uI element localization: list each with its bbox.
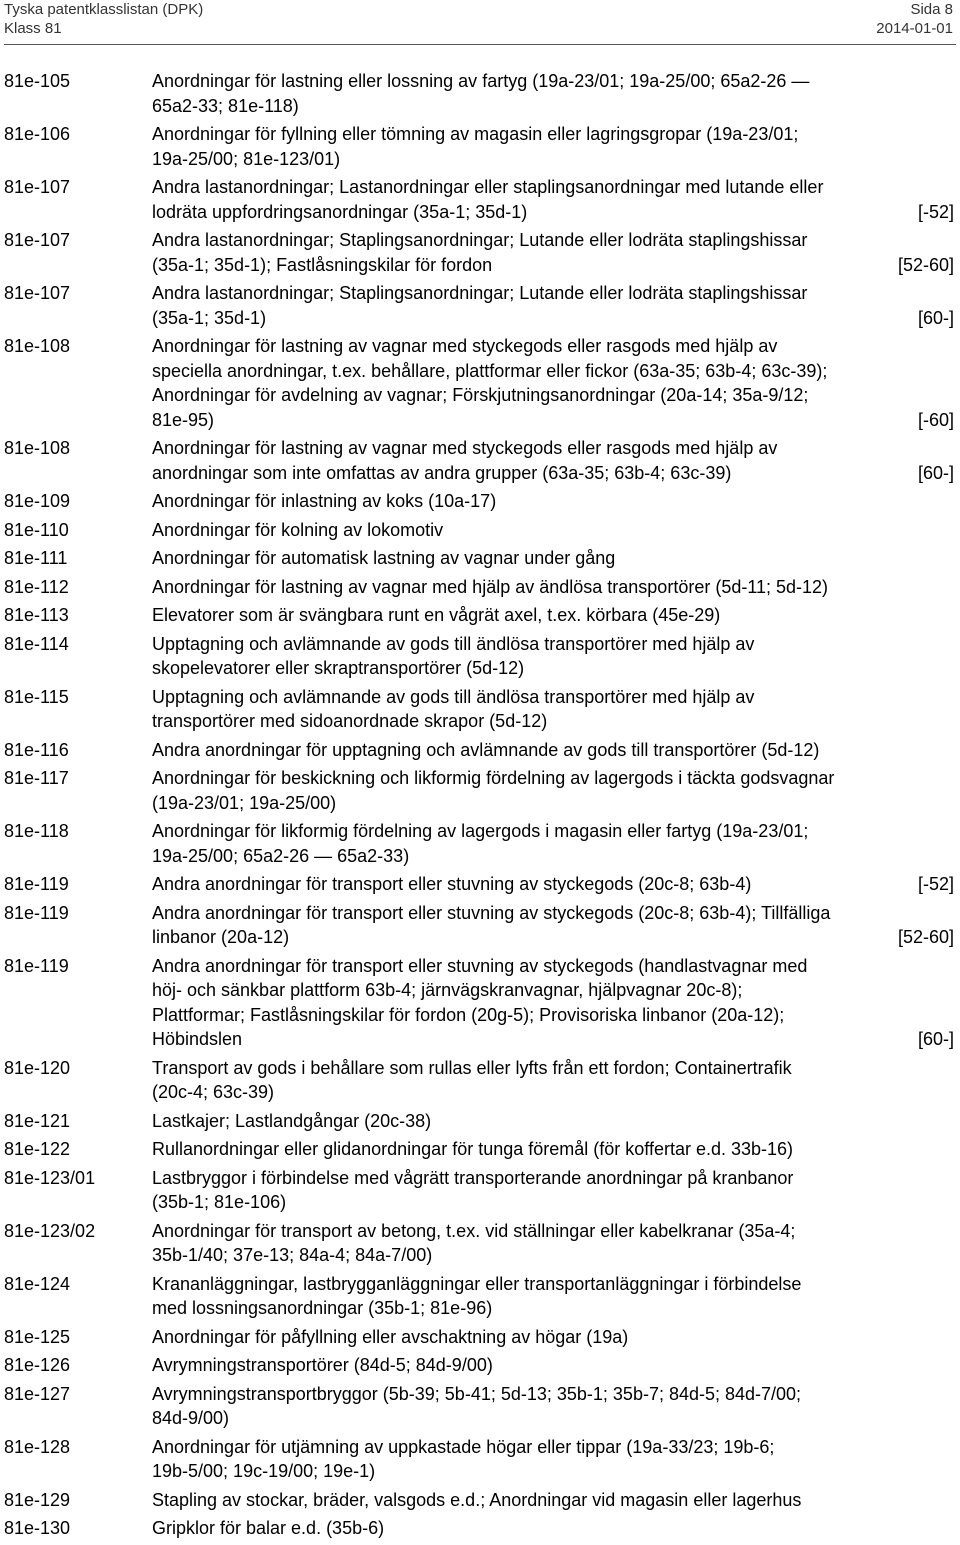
entry-description-line [152,334,954,359]
entry-description-line [152,575,954,600]
entry-code: 81e-128 [4,1436,71,1457]
entry-description-line [152,147,954,172]
entry-description-line [152,546,954,571]
entry-description-line [152,436,954,461]
entry-description-text: Andra anordningar för transport eller stuvning av styckegods (20c-8; 63b-4) [152,874,752,894]
entry-description [152,122,954,171]
entry-description-text: Anordningar för inlastning av koks (10a-17) [152,491,497,511]
entry-description [152,1272,954,1321]
entry-description-line [152,844,954,869]
class-entry [4,122,954,171]
entry-description-text: 35b-1/40; 37e-13; 84a-4; 84a-7/00) [152,1245,433,1265]
header-divider [4,44,956,45]
entry-description-text: Anordningar för lastning eller lossning av fartyg (19a-23/01; 19a-25/00; 65a2-26 — [152,71,810,91]
class-entry [4,334,954,432]
entry-description-line [152,1325,954,1350]
entry-code: 81e-110 [4,519,69,540]
entry-description-text: Anordningar för beskickning och likformig fördelning av lagergods i täckta godsvagnar [152,768,835,788]
entry-description-text: skopelevatorer eller skraptransportörer (5d-12) [152,658,525,678]
class-entry [4,819,954,868]
entry-description-text: Elevatorer som är svängbara runt en vågrät axel, t.ex. körbara (45e-29) [152,605,721,625]
entry-code: 81e-119 [4,874,69,894]
class-entry [4,436,954,485]
entry-description-line [152,925,954,950]
entry-description-text: 81e-95) [152,409,215,430]
entry-description [152,436,954,485]
entry-description [152,1109,954,1134]
entry-description-line [152,518,954,543]
entry-description-text: Avrymningstransportbryggor (5b-39; 5b-41; 5d-13; 35b-1; 35b-7; 84d-5; 84d-7/00; [152,1383,802,1404]
entry-description [152,901,954,950]
entry-code: 81e-127 [4,1383,71,1404]
entry-validity-range: [52-60] [897,254,954,275]
entry-description [152,175,954,224]
class-entry [4,738,954,763]
entry-description-line [152,489,954,514]
entry-code: 81e-122 [4,1139,71,1159]
entry-description [152,819,954,868]
entry-description-text: 84d-9/00) [152,1408,230,1428]
entry-description [152,334,954,432]
entry-description-line [152,954,954,979]
entry-code: 81e-108 [4,336,71,356]
header-row-bottom [4,19,953,38]
entry-description-text: Anordningar för utjämning av uppkastade högar eller tippar (19a-33/23; 19b-6; [152,1436,775,1457]
entry-description [152,1166,954,1215]
entry-description-line [152,253,954,278]
entry-description-text: 19b-5/00; 19c-19/00; 19e-1) [152,1461,376,1481]
class-entry [4,575,954,600]
entry-description [152,685,954,734]
entry-description-text: med lossningsanordningar (35b-1; 81e-96) [152,1298,493,1318]
entry-description-line [152,1243,954,1268]
entry-description [152,1137,954,1162]
entry-code: 81e-119 [4,955,69,976]
entry-description [152,69,954,118]
class-entry-list [4,69,954,1545]
entry-description-text: transportörer med sidoanordnade skrapor (5d-12) [152,711,548,731]
entry-description-text: Anordningar för kolning av lokomotiv [152,519,444,540]
entry-description-text: Lastbryggor i förbindelse med vågrätt transporterande anordningar på kranbanor [152,1167,794,1188]
entry-description-text: Upptagning och avlämnande av gods till ändlösa transportörer med hjälp av [152,633,755,654]
entry-description-line [152,738,954,763]
entry-description-line [152,1219,954,1244]
entry-code: 81e-123/02 [4,1220,96,1241]
entry-validity-range: [-52] [917,201,954,222]
entry-description-text: Stapling av stockar, bräder, valsgods e.d.; Anordningar vid magasin eller lagerhus [152,1489,802,1510]
entry-description-text: Anordningar för lastning av vagnar med styckegods eller rasgods med hjälp av [152,336,778,356]
entry-description [152,281,954,330]
entry-description-line [152,1190,954,1215]
entry-description-text: Krananläggningar, lastbrygganläggningar eller transportanläggningar i förbindelse [152,1273,802,1294]
entry-description-text: Upptagning och avlämnande av gods till ändlösa transportörer med hjälp av [152,686,755,707]
entry-code: 81e-120 [4,1057,71,1078]
entry-code: 81e-111 [4,548,68,568]
entry-description-text: Anordningar för lastning av vagnar med hjälp av ändlösa transportörer (5d-11; 5d-12) [152,576,829,597]
entry-description-text: Transport av gods i behållare som rullas eller lyfts från ett fordon; Containertrafik [152,1057,792,1078]
class-entry [4,69,954,118]
entry-validity-range: [52-60] [897,927,954,947]
entry-description-line [152,122,954,147]
entry-description-text: Anordningar för lastning av vagnar med styckegods eller rasgods med hjälp av [152,438,778,458]
entry-description-text: anordningar som inte omfattas av andra grupper (63a-35; 63b-4; 63c-39) [152,462,732,483]
entry-description [152,228,954,277]
entry-description-text: Andra lastanordningar; Staplingsanordningar; Lutande eller lodräta staplingshissar [152,230,808,250]
entry-description-line [152,685,954,710]
entry-description-line [152,1382,954,1407]
page-number: Sida 8 [910,1,953,18]
class-entry [4,1056,954,1105]
entry-description [152,1382,954,1431]
entry-description-line [152,1406,954,1431]
class-entry [4,175,954,224]
class-entry [4,1109,954,1134]
entry-code: 81e-112 [4,576,69,597]
entry-validity-range: [60-] [917,1029,954,1049]
entry-description-text: Anordningar för fyllning eller tömning av magasin eller lagringsgropar (19a-23/01; [152,124,799,144]
entry-description [152,518,954,543]
entry-description-line [152,228,954,253]
entry-description [152,1488,954,1513]
entry-description-line [152,281,954,306]
class-entry [4,546,954,571]
class-entry [4,1325,954,1350]
entry-description-line [152,1516,954,1541]
entry-description-text: Andra lastanordningar; Lastanordningar eller staplingsanordningar med lutande eller [152,177,824,197]
entry-description [152,603,954,628]
class-entry [4,1516,954,1541]
entry-code: 81e-113 [4,605,69,625]
entry-code: 81e-117 [4,768,69,788]
entry-description-text: Avrymningstransportörer (84d-5; 84d-9/00) [152,1355,493,1375]
entry-description [152,632,954,681]
entry-description-text: Anordningar för likformig fördelning av lagergods i magasin eller fartyg (19a-23/01; [152,821,809,841]
class-entry [4,1382,954,1431]
entry-validity-range: [60-] [917,307,954,328]
entry-description-text: Andra anordningar för transport eller stuvning av styckegods (handlastvagnar med [152,955,808,976]
entry-description-line [152,1272,954,1297]
class-entry [4,954,954,1052]
entry-description [152,1516,954,1541]
entry-description-line [152,709,954,734]
document-title: Tyska patentklasslistan (DPK) [4,1,204,18]
entry-description-line [152,175,954,200]
entry-description-line [152,1488,954,1513]
entry-description [152,489,954,514]
entry-description-line [152,408,954,433]
entry-description-line [152,383,954,408]
class-entry [4,901,954,950]
entry-code: 81e-123/01 [4,1167,96,1188]
entry-code: 81e-105 [4,71,71,91]
entry-description-line [152,461,954,486]
entry-code: 81e-116 [4,739,69,760]
entry-description-text: Andra lastanordningar; Staplingsanordningar; Lutande eller lodräta staplingshissar [152,283,808,303]
entry-code: 81e-121 [4,1110,71,1131]
entry-description-line [152,656,954,681]
entry-description-line [152,978,954,1003]
entry-code: 81e-115 [4,686,69,707]
entry-description-line [152,1027,954,1052]
entry-code: 81e-107 [4,230,71,250]
entry-validity-range: [-60] [917,409,954,430]
entry-code: 81e-130 [4,1518,71,1538]
entry-description-text: (35b-1; 81e-106) [152,1192,287,1212]
entry-description [152,766,954,815]
class-entry [4,1219,954,1268]
entry-description-text: höj- och sänkbar plattform 63b-4; järnvägskranvagnar, hjälpvagnar 20c-8); [152,980,743,1000]
entry-description-line [152,1166,954,1191]
class-entry [4,1272,954,1321]
entry-validity-range: [-52] [917,874,954,894]
header-row-top [4,0,953,19]
entry-description-text: (20c-4; 63c-39) [152,1082,275,1102]
class-entry [4,603,954,628]
entry-description-line [152,1353,954,1378]
class-entry [4,489,954,514]
entry-description-line [152,766,954,791]
entry-code: 81e-126 [4,1355,71,1375]
entry-description-line [152,632,954,657]
entry-description-line [152,69,954,94]
entry-description-text: linbanor (20a-12) [152,927,290,947]
entry-validity-range: [60-] [917,462,954,483]
entry-description-text: speciella anordningar, t.ex. behållare, plattformar eller fickor (63a-35; 63b-4; 63c-39); [152,360,828,381]
entry-description-line [152,94,954,119]
class-entry [4,872,954,897]
entry-description-text: (35a-1; 35d-1); Fastlåsningskilar för fordon [152,254,493,275]
entry-description-line [152,603,954,628]
entry-description-line [152,306,954,331]
entry-description-line [152,1137,954,1162]
entry-description-line [152,1459,954,1484]
class-label: Klass 81 [4,20,62,37]
entry-description [152,872,954,897]
entry-code: 81e-119 [4,902,69,923]
entry-code: 81e-109 [4,491,71,511]
entry-description-text: Andra anordningar för upptagning och avlämnande av gods till transportörer (5d-12) [152,739,820,760]
class-entry [4,1353,954,1378]
page-header [4,0,953,40]
entry-description-text: (19a-23/01; 19a-25/00) [152,792,337,813]
class-entry [4,632,954,681]
entry-description-text: Höbindslen [152,1029,243,1049]
entry-code: 81e-108 [4,438,71,458]
class-entry [4,1137,954,1162]
entry-code: 81e-107 [4,283,71,303]
entry-code: 81e-125 [4,1326,71,1347]
entry-description-line [152,819,954,844]
entry-description [152,1056,954,1105]
entry-description [152,1353,954,1378]
entry-description-text: Gripklor för balar e.d. (35b-6) [152,1518,385,1538]
entry-description-line [152,359,954,384]
entry-description [152,1435,954,1484]
entry-description-line [152,791,954,816]
entry-description [152,954,954,1052]
entry-description-line [152,1109,954,1134]
entry-code: 81e-114 [4,633,69,654]
entry-code: 81e-124 [4,1273,71,1294]
document-date: 2014-01-01 [876,20,953,37]
entry-code: 81e-107 [4,177,71,197]
class-entry [4,281,954,330]
entry-description [152,1219,954,1268]
entry-description-text: 65a2-33; 81e-118) [152,95,299,116]
entry-description-line [152,901,954,926]
entry-description-text: (35a-1; 35d-1) [152,307,267,328]
entry-description-text: 19a-25/00; 65a2-26 — 65a2-33) [152,845,410,866]
entry-description [152,575,954,600]
entry-description-line [152,872,954,897]
entry-code: 81e-106 [4,124,71,144]
class-entry [4,1166,954,1215]
entry-description-text: Plattformar; Fastlåsningskilar för fordon (20g-5); Provisoriska linbanor (20a-12); [152,1004,785,1025]
entry-description-text: lodräta uppfordringsanordningar (35a-1; 35d-1) [152,201,528,222]
class-entry [4,766,954,815]
class-entry [4,1435,954,1484]
entry-description-text: Anordningar för transport av betong, t.ex. vid ställningar eller kabelkranar (35a-4; [152,1220,796,1241]
entry-description-text: Lastkajer; Lastlandgångar (20c-38) [152,1110,432,1131]
entry-code: 81e-118 [4,821,69,841]
entry-description-text: Rullanordningar eller glidanordningar för tunga föremål (för koffertar e.d. 33b-16) [152,1139,794,1159]
entry-description-line [152,1080,954,1105]
class-entry [4,1488,954,1513]
class-entry [4,228,954,277]
entry-description [152,738,954,763]
entry-description-text: Andra anordningar för transport eller stuvning av styckegods (20c-8; 63b-4); Tillfälliga [152,902,831,923]
entry-description-line [152,1435,954,1460]
entry-description-text: 19a-25/00; 81e-123/01) [152,148,341,169]
class-entry [4,685,954,734]
entry-code: 81e-129 [4,1489,71,1510]
entry-description-text: Anordningar för påfyllning eller avschaktning av högar (19a) [152,1326,629,1347]
entry-description-line [152,1056,954,1081]
entry-description-line [152,1296,954,1321]
entry-description-text: Anordningar för automatisk lastning av vagnar under gång [152,548,616,568]
entry-description-text: Anordningar för avdelning av vagnar; Förskjutningsanordningar (20a-14; 35a-9/12; [152,385,809,405]
entry-description [152,546,954,571]
entry-description-line [152,1003,954,1028]
entry-description-line [152,200,954,225]
entry-description [152,1325,954,1350]
class-entry [4,518,954,543]
